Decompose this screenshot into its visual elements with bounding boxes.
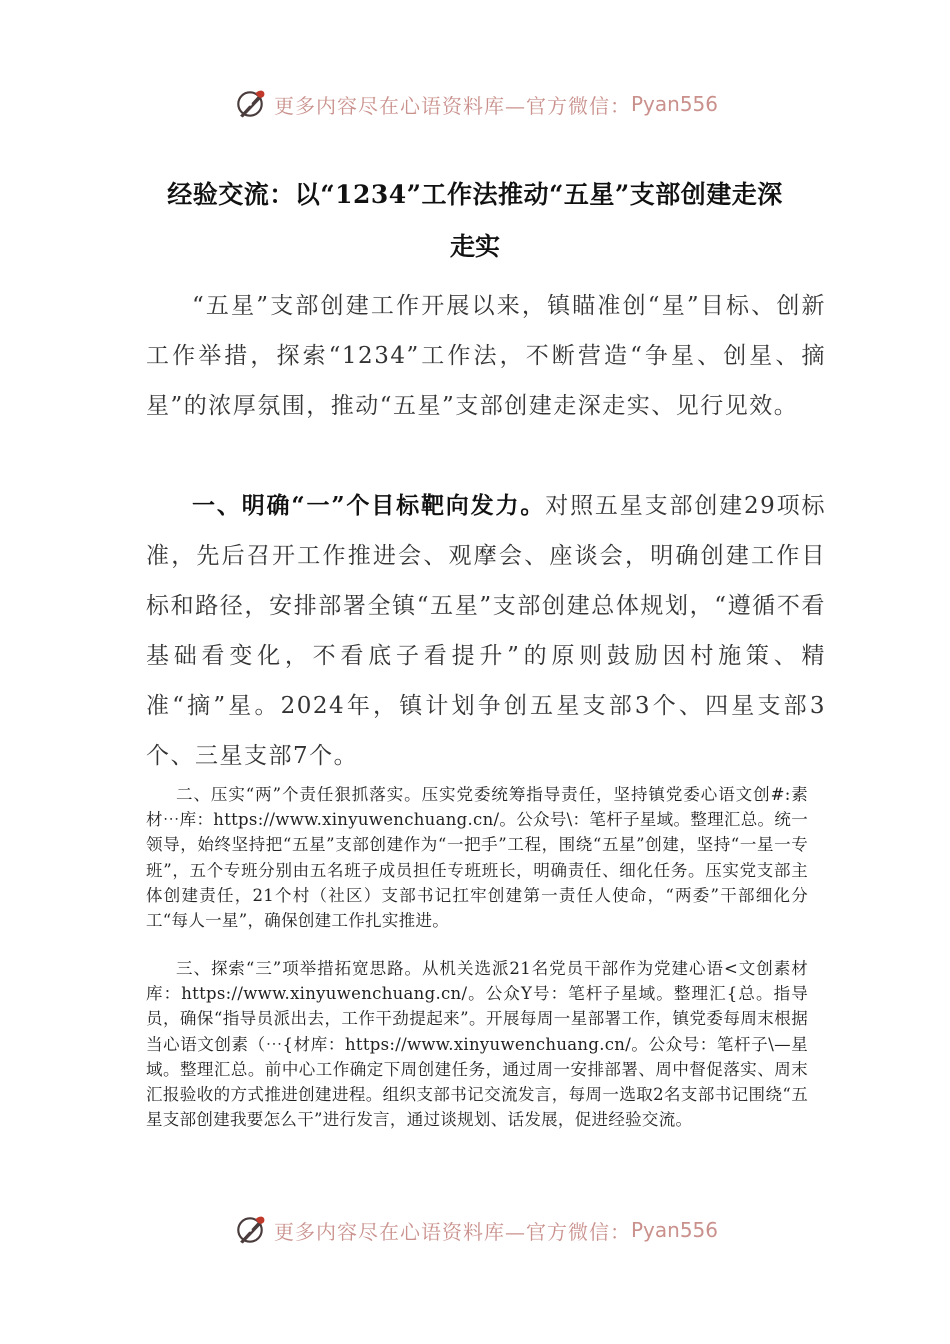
- section-two-paragraph: [146, 782, 808, 933]
- footer-banner: [0, 1210, 950, 1250]
- header-banner: [0, 84, 950, 124]
- section-one-heading: 一、明确“一”个目标靶向发力。: [192, 492, 546, 519]
- section-three-paragraph: [146, 956, 808, 1132]
- intro-text: “五星”支部创建工作开展以来，镇瞄准创“星”目标、创新工作举措，探索“1234”工作法，不断营造“争星、创星、摘星”的浓厚氛围，推动“五星”支部创建走深走实、见行见效。: [146, 293, 826, 419]
- wechat-id: Pyan556: [630, 1218, 718, 1242]
- pen-nib-logo-icon: [232, 86, 268, 122]
- section-one-body: 对照五星支部创建29项标准，先后召开工作推进会、观摩会、座谈会，明确创建工作目标和路径，安排部署全镇“五星”支部创建总体规划，“遵循不看基础看变化，不看底子看提升”的原则鼓励因村施策、精准“摘”星。2024年，镇计划争创五星支部3个、四星支部3个、三星支部7个。: [146, 493, 826, 769]
- intro-paragraph: [146, 281, 826, 431]
- banner-text: 更多内容尽在心语资料库—官方微信：: [273, 93, 631, 118]
- section-one-paragraph: [146, 481, 826, 781]
- pen-nib-logo-icon: [232, 1212, 268, 1248]
- section-three-text: 三、探索“三”项举措拓宽思路。从机关选派21名党员干部作为党建心语<文创素材库：https://www.xinyuwenchuang.cn/。公众Y号：笔杆子星域。整理汇{总。指导员，确保“指导员派出去，工作干劲提起来”。开展每周一星部署工作，镇党委每周末根据当心语文创素（⋯{材库：https://www.xinyuwenchuang.cn/。公众号：笔杆子\—星域。整理汇总。前中心工作确定下周创建任务，通过周一安排部署、周中督促落实、周末汇报验收的方式推进创建进程。组织支部书记交流发言，每周一选取2名支部书记围绕“五星支部创建我要怎么干”进行发言，通过谈规划、话发展，促进经验交流。: [146, 959, 808, 1130]
- document-title-line1: 经验交流：以“1234”工作法推动“五星”支部创建走深: [167, 180, 783, 209]
- wechat-id: Pyan556: [630, 92, 718, 116]
- banner-text: 更多内容尽在心语资料库—官方微信：: [273, 1219, 631, 1244]
- section-two-text: 二、压实“两”个责任狠抓落实。压实党委统筹指导责任，坚持镇党委心语文创#:素材⋯库：https://www.xinyuwenchuang.cn/。公众号\：笔杆子星域。整理汇总。统一领导，始终坚持把“五星”支部创建作为“一把手”工程，围绕“五星”创建，坚持“一星一专班”，五个专班分别由五名班子成员担任专班班长，明确责任、细化任务。压实党支部主体创建责任，21个村（社区）支部书记扛牢创建第一责任人使命，“两委”干部细化分工“每人一星”，确保创建工作扎实推进。: [146, 785, 808, 931]
- document-title-line2: 走实: [449, 232, 500, 261]
